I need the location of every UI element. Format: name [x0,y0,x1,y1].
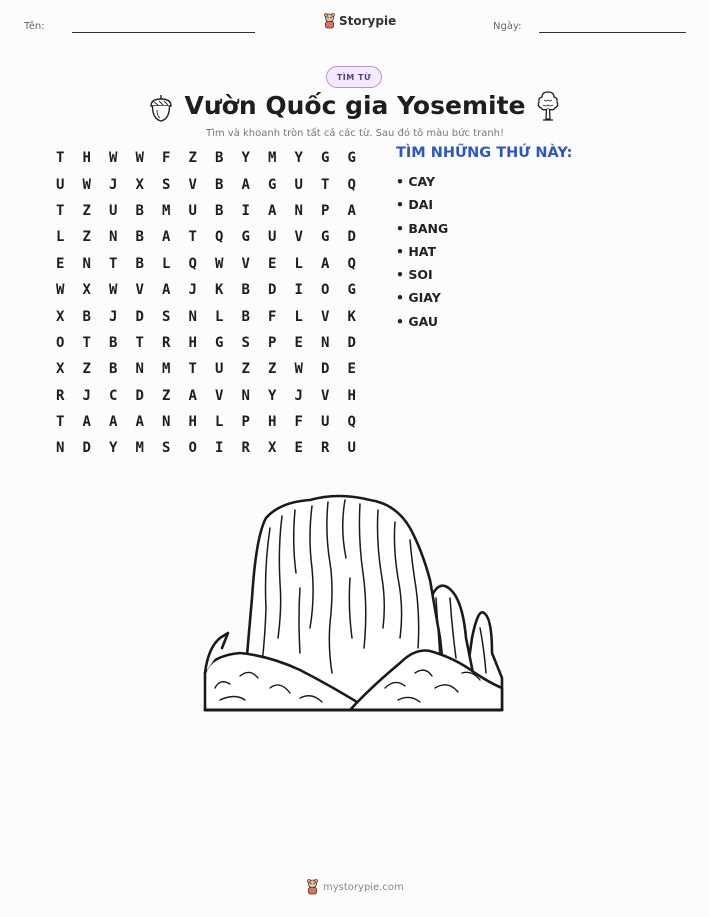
grid-cell[interactable]: B [215,176,224,193]
grid-cell[interactable]: U [294,176,303,193]
grid-cell[interactable]: L [215,308,224,325]
grid-cell[interactable]: X [82,282,91,299]
grid-cell[interactable]: M [268,150,277,167]
grid-cell[interactable]: I [294,282,303,299]
grid-cell[interactable]: B [135,255,144,272]
grid-cell[interactable]: R [321,440,330,457]
grid-cell[interactable]: B [82,308,91,325]
grid-cell[interactable]: G [321,229,330,246]
grid-cell[interactable]: B [241,282,250,299]
grid-cell[interactable]: F [294,414,303,431]
grid-cell[interactable]: J [188,282,197,299]
date-line[interactable] [539,32,686,33]
grid-cell[interactable]: R [241,440,250,457]
name-line[interactable] [72,32,255,33]
grid-cell[interactable]: N [162,414,171,431]
grid-cell[interactable]: P [241,414,250,431]
grid-cell[interactable]: W [109,150,118,167]
grid-cell[interactable]: B [109,334,118,351]
grid-cell[interactable]: B [241,308,250,325]
grid-cell[interactable]: V [321,387,330,404]
grid-cell[interactable]: B [109,361,118,378]
grid-cell[interactable]: J [109,308,118,325]
grid-cell[interactable]: Q [347,255,356,272]
grid-cell[interactable]: H [268,414,277,431]
grid-cell[interactable]: O [321,282,330,299]
grid-cell[interactable]: C [109,387,118,404]
grid-cell[interactable]: J [82,387,91,404]
grid-cell[interactable]: Z [82,361,91,378]
grid-cell[interactable]: L [294,308,303,325]
grid-cell[interactable]: L [215,414,224,431]
grid-cell[interactable]: F [162,150,171,167]
grid-cell[interactable]: A [135,414,144,431]
word-item: • GAU [396,313,439,329]
grid-cell[interactable]: S [162,308,171,325]
word-item: • HAT [396,243,437,259]
brand-logo [323,13,396,29]
grid-cell[interactable]: A [241,176,250,193]
grid-cell[interactable]: G [241,229,250,246]
grid-cell[interactable]: V [241,255,250,272]
grid-cell[interactable]: E [268,255,277,272]
grid-cell[interactable]: M [162,361,171,378]
footer-url: mystorypie.com [323,881,404,893]
grid-cell[interactable]: X [135,176,144,193]
grid-cell[interactable]: L [294,255,303,272]
grid-cell[interactable]: P [268,334,277,351]
grid-cell[interactable]: B [135,229,144,246]
grid-cell[interactable]: W [135,150,144,167]
grid-cell[interactable]: D [82,440,91,457]
grid-cell[interactable]: M [162,202,171,219]
grid-cell[interactable]: A [268,202,277,219]
grid-cell[interactable]: X [56,361,65,378]
grid-cell[interactable]: D [268,282,277,299]
half-dome-illustration[interactable] [200,488,510,720]
grid-cell[interactable]: E [294,334,303,351]
grid-cell[interactable]: N [135,361,144,378]
grid-cell[interactable]: N [321,334,330,351]
grid-cell[interactable]: N [188,308,197,325]
grid-cell[interactable]: D [321,361,330,378]
instructions: Tìm và khoanh tròn tất cả các từ. Sau đó tô màu bức tranh! [205,128,505,139]
grid-cell[interactable]: G [268,176,277,193]
grid-cell[interactable]: G [215,334,224,351]
grid-cell[interactable]: R [56,387,65,404]
grid-cell[interactable]: T [56,150,65,167]
grid-cell[interactable]: W [294,361,303,378]
grid-cell[interactable]: M [135,440,144,457]
grid-cell[interactable]: V [321,308,330,325]
grid-cell[interactable]: H [82,150,91,167]
grid-cell[interactable]: W [82,176,91,193]
grid-cell[interactable]: U [268,229,277,246]
grid-cell[interactable]: Q [347,414,356,431]
grid-cell[interactable]: W [56,282,65,299]
grid-cell[interactable]: A [321,255,330,272]
grid-cell[interactable]: Y [109,440,118,457]
grid-cell[interactable]: S [241,334,250,351]
grid-cell[interactable]: H [188,414,197,431]
word-search-badge: TÌM TỪ [326,66,382,88]
grid-cell[interactable]: S [162,176,171,193]
mascot-icon [306,879,319,895]
grid-cell[interactable]: G [347,150,356,167]
word-list-heading: TÌM NHỮNG THỨ NÀY: [396,145,573,161]
grid-cell[interactable]: G [347,282,356,299]
grid-cell[interactable]: B [135,202,144,219]
brand-name: Storypie [339,14,397,28]
grid-cell[interactable]: T [188,229,197,246]
grid-cell[interactable]: E [56,255,65,272]
grid-cell[interactable]: V [294,229,303,246]
grid-cell[interactable]: V [215,387,224,404]
grid-cell[interactable]: Q [347,176,356,193]
grid-cell[interactable]: O [56,334,65,351]
name-label: Tên: [24,21,45,32]
footer [306,879,404,895]
word-list [396,170,448,333]
grid-cell[interactable]: U [109,202,118,219]
grid-cell[interactable]: A [347,202,356,219]
grid-cell[interactable]: V [188,176,197,193]
grid-cell[interactable]: U [321,414,330,431]
word-item: • SOI [396,267,433,283]
grid-cell[interactable]: V [135,282,144,299]
grid-cell[interactable]: L [56,229,65,246]
grid-cell[interactable]: N [56,440,65,457]
grid-cell[interactable]: L [162,255,171,272]
grid-cell[interactable]: N [82,255,91,272]
grid-cell[interactable]: X [268,440,277,457]
grid-cell[interactable]: D [347,229,356,246]
word-item: • CAY [396,174,436,189]
grid-cell[interactable]: T [135,334,144,351]
grid-cell[interactable]: A [109,414,118,431]
grid-cell[interactable]: H [347,387,356,404]
grid-cell[interactable]: T [56,414,65,431]
grid-cell[interactable]: H [188,334,197,351]
grid-cell[interactable]: Z [162,387,171,404]
grid-cell[interactable]: U [188,202,197,219]
grid-cell[interactable]: N [294,202,303,219]
grid-cell[interactable]: P [321,202,330,219]
page-title: Vườn Quốc gia Yosemite [184,91,526,120]
grid-cell[interactable]: B [215,202,224,219]
grid-cell[interactable]: O [188,440,197,457]
grid-cell[interactable]: J [294,387,303,404]
grid-cell[interactable]: T [56,202,65,219]
grid-cell[interactable]: Z [268,361,277,378]
grid-cell[interactable]: U [347,440,356,457]
grid-cell[interactable]: N [109,229,118,246]
grid-cell[interactable]: A [162,229,171,246]
grid-cell[interactable]: Z [241,361,250,378]
grid-cell[interactable]: Q [215,229,224,246]
grid-cell[interactable]: S [162,440,171,457]
date-label: Ngày: [493,21,522,32]
grid-cell[interactable]: I [215,440,224,457]
grid-cell[interactable]: K [215,282,224,299]
grid-cell[interactable]: R [162,334,171,351]
grid-cell[interactable]: T [109,255,118,272]
grid-cell[interactable]: Y [241,150,250,167]
grid-cell[interactable]: D [135,387,144,404]
grid-cell[interactable]: F [268,308,277,325]
grid-cell[interactable]: Y [294,150,303,167]
letter-grid[interactable] [47,145,365,462]
grid-cell[interactable]: Z [82,229,91,246]
grid-cell[interactable]: U [215,361,224,378]
grid-cell[interactable]: T [82,334,91,351]
grid-cell[interactable]: X [56,308,65,325]
grid-cell[interactable]: B [215,150,224,167]
word-item: • GIAY [396,290,441,306]
grid-cell[interactable]: W [109,282,118,299]
grid-cell[interactable]: T [321,176,330,193]
grid-cell[interactable]: T [188,361,197,378]
grid-cell[interactable]: Z [188,150,197,167]
grid-cell[interactable]: I [241,202,250,219]
grid-cell[interactable]: E [347,361,356,378]
grid-cell[interactable]: U [56,176,65,193]
grid-cell[interactable]: G [321,150,330,167]
tree-icon [536,90,560,122]
grid-cell[interactable]: A [82,414,91,431]
grid-cell[interactable]: Y [268,387,277,404]
grid-cell[interactable]: D [347,334,356,351]
grid-cell[interactable]: K [347,308,356,325]
grid-cell[interactable]: J [109,176,118,193]
grid-cell[interactable]: D [135,308,144,325]
grid-cell[interactable]: Q [188,255,197,272]
mascot-icon [323,13,336,29]
grid-cell[interactable]: A [188,387,197,404]
word-item: • DAI [396,197,434,213]
word-item: • BANG [396,220,449,236]
grid-cell[interactable]: N [241,387,250,404]
grid-cell[interactable]: Z [82,202,91,219]
grid-cell[interactable]: A [162,282,171,299]
grid-cell[interactable]: E [294,440,303,457]
grid-cell[interactable]: W [215,255,224,272]
